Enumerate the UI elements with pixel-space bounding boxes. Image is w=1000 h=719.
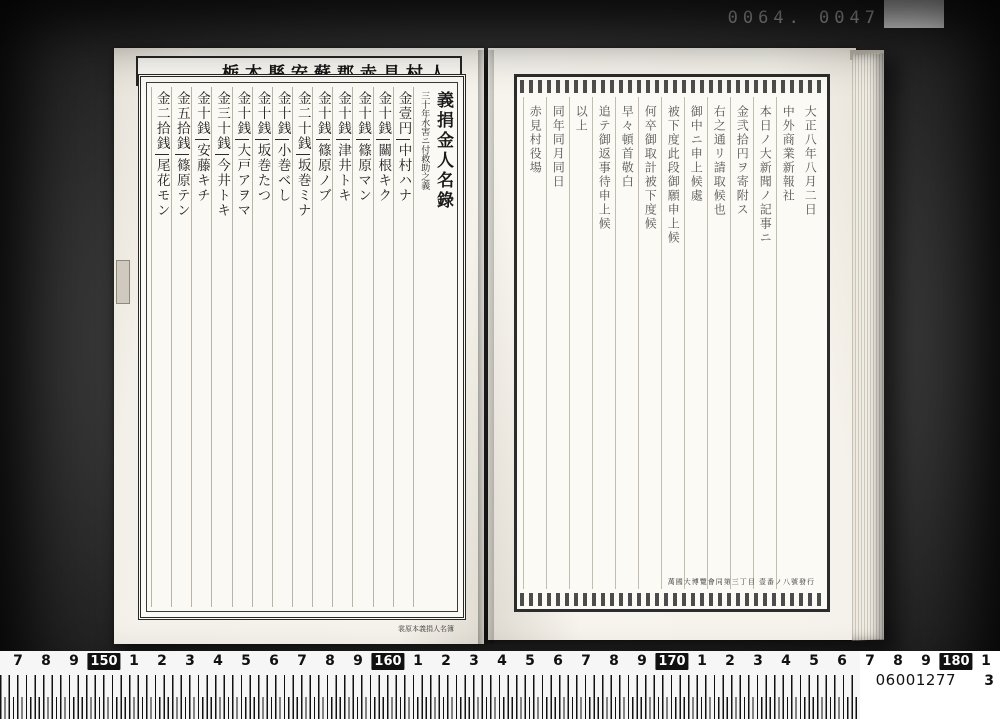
donor-name: 津井トキ (335, 143, 352, 203)
book-gutter (478, 50, 494, 644)
list-item (232, 87, 252, 607)
column-divider (255, 139, 269, 140)
column-divider (215, 154, 229, 155)
measurement-ruler (0, 651, 1000, 719)
manuscript-line (569, 97, 592, 589)
donor-name: 小巻ベし (274, 143, 291, 203)
column-divider (175, 154, 189, 155)
left-page-footer-note: 裳原本義捐人名簿 (398, 625, 454, 633)
decorative-border-top (520, 80, 824, 93)
right-page (488, 48, 856, 640)
list-item (312, 87, 332, 607)
page-block-fore-edge (852, 54, 884, 641)
decorative-border-bottom (520, 593, 824, 606)
name-list-columns (151, 87, 453, 607)
list-item (151, 87, 171, 607)
archive-id-label: 06001277 (875, 671, 956, 689)
donation-amount: 金十銭 (234, 91, 251, 136)
ruler-tick-label: 7 (865, 653, 875, 669)
ruler-tick-label: 4 (213, 653, 223, 669)
list-item (211, 87, 231, 607)
donation-amount: 金十銭 (274, 91, 291, 136)
donation-amount: 金十銭 (335, 91, 352, 136)
ruler-tick-label: 5 (241, 653, 251, 669)
ruler-tick-label: 2 (157, 653, 167, 669)
printed-text-block (138, 74, 466, 620)
ruler-tick-label: 170 (655, 653, 688, 670)
ruler-tick-label: 1 (981, 653, 991, 669)
manuscript-ruled-columns (523, 97, 821, 589)
manuscript-line (638, 97, 661, 589)
donation-amount: 金壹円 (395, 91, 412, 136)
manuscript-line (753, 97, 776, 589)
donor-name: 中村ハナ (395, 143, 412, 203)
ruler-tick-label: 8 (41, 653, 51, 669)
donor-name: 安藤キチ (194, 143, 211, 203)
manuscript-text: 早々頓首敬白 (620, 105, 635, 189)
manuscript-text: 本日ノ大新聞ノ記事ニ (758, 105, 773, 245)
manuscript-text: 追テ御返事待申上候 (597, 105, 612, 231)
right-page-footer-note: 萬國大博覽會同第三丁目 壹番ノ八號發行 (667, 578, 815, 586)
ruler-tick-label: 9 (69, 653, 79, 669)
manuscript-text: 金弐拾円ヲ寄附ス (735, 105, 750, 217)
ruler-tick-label: 9 (921, 653, 931, 669)
manuscript-text: 大正八年八月二日 (803, 105, 818, 217)
ruler-tick-label: 3 (469, 653, 479, 669)
donation-amount: 金二十銭 (294, 91, 311, 151)
manuscript-line (592, 97, 615, 589)
manuscript-line (730, 97, 753, 589)
donation-amount: 金三十銭 (214, 91, 231, 151)
list-item (393, 87, 413, 607)
ruler-tick-label: 150 (87, 653, 120, 670)
column-divider (396, 139, 410, 140)
manuscript-text: 同年同月同日 (551, 105, 566, 189)
ruler-tick-label: 6 (837, 653, 847, 669)
column-divider (195, 139, 209, 140)
column-divider (155, 154, 169, 155)
list-item (171, 87, 191, 607)
ruler-tick-label: 3 (753, 653, 763, 669)
list-item (352, 87, 372, 607)
donation-amount: 金五拾銭 (173, 91, 190, 151)
list-item (332, 87, 352, 607)
manuscript-text: 赤見村役場 (528, 105, 543, 175)
ruler-tick-label: 8 (893, 653, 903, 669)
page-side-tab (116, 260, 130, 304)
donor-name: 今井トキ (214, 158, 231, 218)
donor-name: 篠原テン (173, 158, 190, 218)
column-divider (356, 139, 370, 140)
manuscript-text: 右之通リ請取候也 (712, 105, 727, 217)
manuscript-text: 被下度此段御願申上候 (666, 105, 681, 245)
donation-amount: 金十銭 (254, 91, 271, 136)
list-item (191, 87, 211, 607)
ruler-minor-ticks (0, 697, 860, 719)
donation-amount: 金二拾銭 (153, 91, 170, 151)
donor-name: 尾花モン (153, 158, 170, 218)
column-divider (316, 139, 330, 140)
ruler-tick-label: 4 (781, 653, 791, 669)
list-item (252, 87, 272, 607)
ruler-tick-label: 1 (697, 653, 707, 669)
manuscript-line (776, 97, 799, 589)
donor-name: 坂巻ミナ (294, 158, 311, 218)
manuscript-line (615, 97, 638, 589)
list-item (373, 87, 393, 607)
open-book (108, 48, 888, 648)
list-item (292, 87, 312, 607)
ruler-tick-label: 6 (269, 653, 279, 669)
manuscript-line (661, 97, 684, 589)
frame-number: 0064. 0047 (727, 8, 880, 28)
donor-name: 篠原マン (355, 143, 372, 203)
ruler-tick-label: 1 (413, 653, 423, 669)
manuscript-text: 中外商業新報社 (781, 105, 796, 203)
donation-amount: 金十銭 (375, 91, 392, 136)
list-subheading: 三十年水害ニ付救助之義 (419, 91, 430, 190)
right-page-footer (525, 577, 815, 587)
manuscript-text: 以上 (574, 105, 589, 133)
manuscript-line (523, 97, 546, 589)
manuscript-line (684, 97, 707, 589)
ruler-tick-label: 9 (353, 653, 363, 669)
list-heading-column (433, 87, 453, 607)
list-subheading-column (413, 87, 433, 607)
column-divider (376, 139, 390, 140)
list-item (272, 87, 292, 607)
list-heading: 義捐金人名錄 (433, 91, 453, 211)
ruler-edge-number: 3 (984, 673, 994, 689)
ruler-tick-label: 7 (581, 653, 591, 669)
donor-name: 坂巻たつ (254, 143, 271, 203)
column-divider (235, 139, 249, 140)
ruler-tick-label: 2 (441, 653, 451, 669)
ruler-tick-label: 180 (939, 653, 972, 670)
manuscript-text: 御中ニ申上候處 (689, 105, 704, 203)
manuscript-line (707, 97, 730, 589)
manuscript-text: 何卒御取計被下度候 (643, 105, 658, 231)
donation-amount: 金十銭 (355, 91, 372, 136)
ruler-tick-label: 7 (13, 653, 23, 669)
donation-amount: 金十銭 (194, 91, 211, 136)
ruler-tick-label: 6 (553, 653, 563, 669)
ruler-tick-label: 7 (297, 653, 307, 669)
manuscript-frame (514, 74, 830, 612)
ruler-tick-label: 2 (725, 653, 735, 669)
donor-name: 篠原ノブ (314, 143, 331, 203)
manuscript-line (799, 97, 821, 589)
ruler-tick-label: 8 (325, 653, 335, 669)
ruler-tick-label: 5 (809, 653, 819, 669)
frame-tab-marker (884, 0, 944, 28)
ruler-tick-label: 1 (129, 653, 139, 669)
donor-name: 關根キク (375, 143, 392, 203)
manuscript-line (546, 97, 569, 589)
ruler-tick-label: 3 (185, 653, 195, 669)
ruler-tick-label: 9 (637, 653, 647, 669)
ruler-numbers (0, 653, 991, 675)
column-divider (336, 139, 350, 140)
ruler-tick-label: 5 (525, 653, 535, 669)
ruler-tick-label: 4 (497, 653, 507, 669)
column-divider (275, 139, 289, 140)
left-page (114, 48, 484, 644)
left-page-footer (134, 624, 454, 634)
ruler-tick-label: 160 (371, 653, 404, 670)
donation-amount: 金十銭 (314, 91, 331, 136)
donor-name: 大戸アヲマ (234, 143, 251, 218)
ruler-tick-label: 8 (609, 653, 619, 669)
column-divider (296, 154, 310, 155)
